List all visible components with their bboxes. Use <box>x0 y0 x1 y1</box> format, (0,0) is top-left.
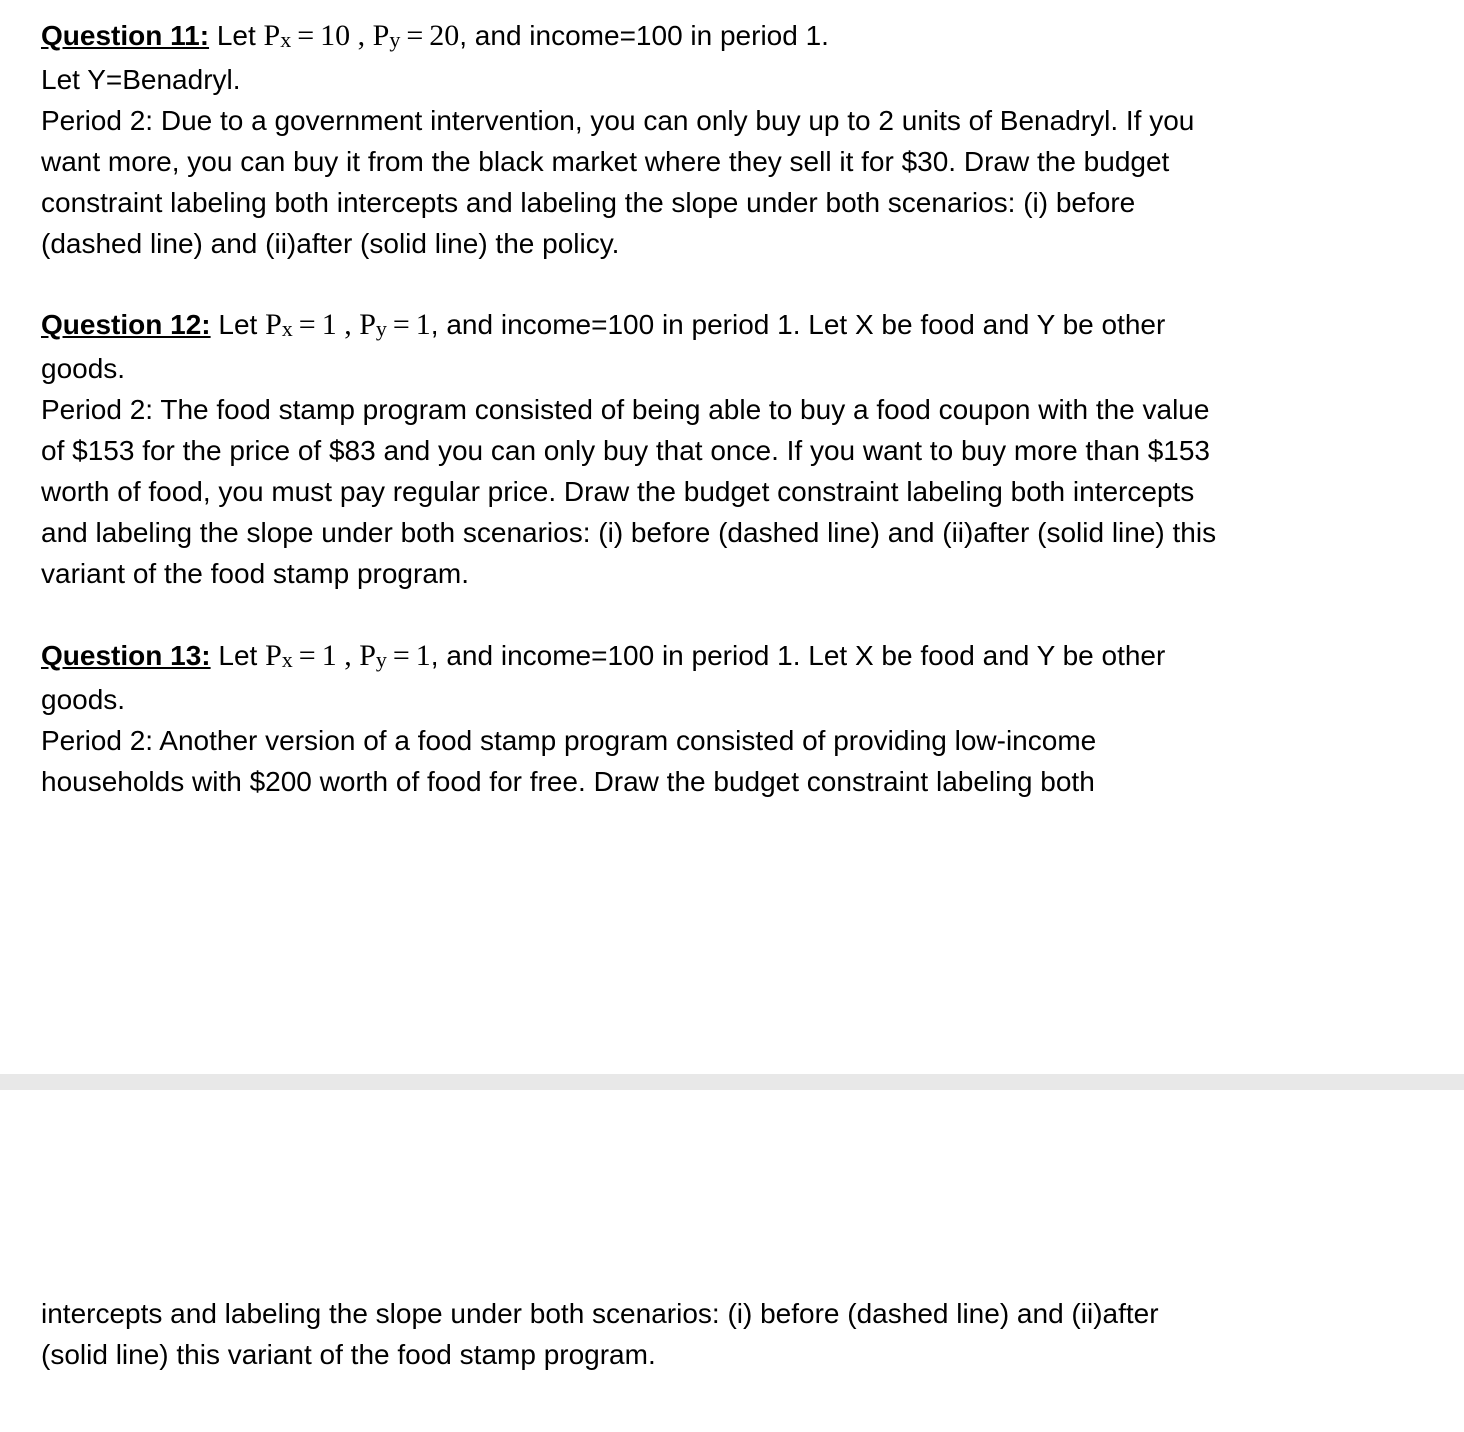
question-12-text-line: Period 2: The food stamp program consisted of being able to buy a food coupon with the value <box>41 394 1210 425</box>
continuation-text-line: intercepts and labeling the slope under both scenarios: (i) before (dashed line) and (ii)after <box>41 1298 1159 1329</box>
price-y-subscript: y <box>375 316 387 341</box>
price-x-math <box>265 639 431 672</box>
question-12-intro-before: Let <box>210 309 266 340</box>
question-11-label: Question 11: <box>41 20 210 51</box>
question-13-continuation <box>41 1293 1351 1375</box>
question-13-text-line: goods. <box>41 684 126 715</box>
price-x-math <box>264 19 460 52</box>
equals-sign: = <box>406 19 424 52</box>
question-12-text-line: of $153 for the price of $83 and you can only buy that once. If you want to buy more than $153 <box>41 435 1210 466</box>
price-y-subscript: y <box>375 647 387 672</box>
equals-sign: = <box>297 19 315 52</box>
price-y-symbol: P <box>359 308 376 341</box>
document-page-2 <box>0 1090 1464 1432</box>
question-13-text-line: Period 2: Another version of a food stamp program consisted of providing low-income <box>41 725 1097 756</box>
price-x-value: 1 , <box>321 308 360 341</box>
question-11-text-line: Let Y=Benadryl. <box>41 64 241 95</box>
price-x-subscript: x <box>281 316 293 341</box>
continuation-text-line: (solid line) this variant of the food stamp program. <box>41 1339 656 1370</box>
question-11-text-line: constraint labeling both intercepts and labeling the slope under both scenarios: (i) before <box>41 187 1136 218</box>
price-y-symbol: P <box>359 639 376 672</box>
question-11-intro-before: Let <box>209 20 264 51</box>
equals-sign: = <box>298 639 316 672</box>
equals-sign: = <box>392 308 410 341</box>
question-13-intro-after: , and income=100 in period 1. Let X be food and Y be other <box>430 640 1166 671</box>
question-11-text-line: want more, you can buy it from the black market where they sell it for $30. Draw the budget <box>41 146 1170 177</box>
question-12-text-line: worth of food, you must pay regular price. Draw the budget constraint labeling both intercepts <box>41 476 1195 507</box>
question-13 <box>41 633 1351 802</box>
question-12-text-line: goods. <box>41 353 126 384</box>
question-12-text-line: and labeling the slope under both scenarios: (i) before (dashed line) and (ii)after (solid line) this <box>41 517 1217 548</box>
question-13-label: Question 13: <box>41 640 211 671</box>
equals-sign: = <box>392 639 410 672</box>
price-x-symbol: P <box>263 19 281 52</box>
price-y-value: 1 <box>415 308 431 341</box>
price-y-value: 20 <box>429 19 460 52</box>
price-y-subscript: y <box>389 27 401 52</box>
question-11-text-line: (dashed line) and (ii)after (solid line) the policy. <box>41 228 620 259</box>
price-x-math <box>265 308 431 341</box>
question-12-intro-line <box>41 302 1351 348</box>
question-12-text-line: variant of the food stamp program. <box>41 558 469 589</box>
price-x-symbol: P <box>265 308 282 341</box>
equals-sign: = <box>298 308 316 341</box>
question-13-intro-line <box>41 633 1351 679</box>
question-12 <box>41 302 1351 594</box>
question-13-intro-before: Let <box>210 640 266 671</box>
question-11-intro-after: , and income=100 in period 1. <box>459 20 829 51</box>
question-11-text-line: Period 2: Due to a government intervention, you can only buy up to 2 units of Benadryl. If you <box>41 105 1195 136</box>
question-11 <box>41 13 1351 264</box>
question-12-label: Question 12: <box>41 309 211 340</box>
question-12-intro-after: , and income=100 in period 1. Let X be food and Y be other <box>430 309 1166 340</box>
price-x-subscript: x <box>280 27 292 52</box>
price-x-symbol: P <box>265 639 282 672</box>
price-y-value: 1 <box>415 639 431 672</box>
price-x-subscript: x <box>281 647 293 672</box>
question-13-text-line: households with $200 worth of food for free. Draw the budget constraint labeling both <box>41 766 1095 797</box>
price-x-value: 1 , <box>321 639 360 672</box>
question-11-intro-line <box>41 13 1351 59</box>
price-x-value: 10 , <box>320 19 373 52</box>
price-y-symbol: P <box>372 19 390 52</box>
page-separator <box>0 1074 1464 1090</box>
